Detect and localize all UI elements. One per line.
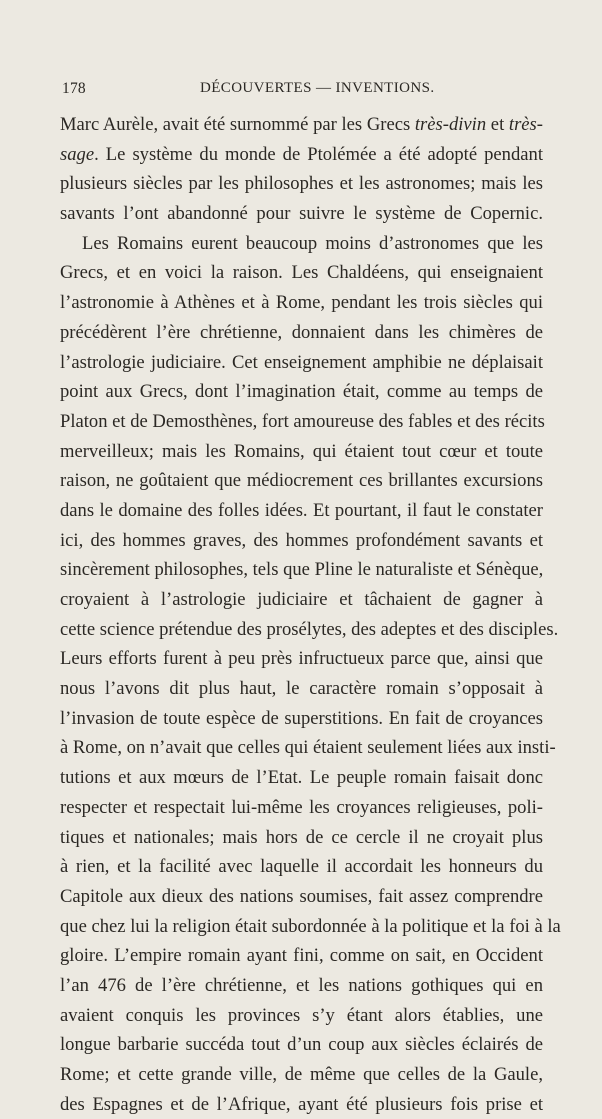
text-line — [60, 140, 543, 170]
text-line — [60, 1060, 543, 1090]
line-text: ici, des hommes graves, des hommes profondément savants et — [60, 529, 543, 551]
text-line — [60, 348, 543, 378]
line-text: dans le domaine des folles idées. Et pourtant, il faut le constater — [60, 499, 543, 521]
line-text: sincèrement philosophes, tels que Pline le naturaliste et Sénèque, — [60, 559, 544, 581]
line-text: des Espagnes et de l’Afrique, ayant été plusieurs fois prise et — [60, 1093, 543, 1115]
text-line — [60, 1090, 543, 1119]
text-line — [60, 704, 543, 734]
text-line — [60, 1030, 543, 1060]
text-line — [60, 437, 543, 467]
text-line — [60, 882, 543, 912]
line-text: Leurs efforts furent à peu près infructueux parce que, ainsi que — [60, 648, 543, 670]
line-text: Rome; et cette grande ville, de même que celles de la Gaule, — [60, 1064, 543, 1085]
line-text: plusieurs siècles par les philosophes et les astronomes; mais les — [60, 173, 543, 195]
line-text: nous l’avons dit plus haut, le caractère romain s’opposait à — [60, 678, 543, 700]
line-text: gloire. L’empire romain ayant fini, comme on sait, en Occident — [60, 945, 543, 967]
text-line — [60, 258, 543, 288]
italic-text: sage — [60, 143, 95, 165]
text-line — [60, 229, 543, 259]
text-line — [60, 615, 559, 645]
text-line — [60, 733, 556, 763]
line-text: l’astronomie à Athènes et à Rome, pendant les trois siècles qui — [60, 292, 543, 314]
text-line — [60, 110, 543, 140]
line-text: l’an 476 de l’ère chrétienne, et les nations gothiques qui en — [60, 974, 543, 996]
text-line — [60, 585, 543, 615]
running-title: DÉCOUVERTES — INVENTIONS. — [200, 80, 435, 96]
text-line — [60, 763, 543, 793]
text-line — [60, 912, 561, 942]
line-text: raison, ne goûtaient que médiocrement ces brillantes excursions — [60, 470, 543, 492]
line-text: tutions et aux mœurs de l’Etat. Le peuple romain faisait donc — [60, 767, 543, 789]
text-line — [60, 941, 543, 971]
line-text: à rien, et la facilité avec laquelle il accordait les honneurs du — [60, 856, 543, 878]
line-text: croyaient à l’astrologie judiciaire et tâchaient de gagner à — [60, 589, 543, 610]
line-text: tiques et nationales; mais hors de ce cercle il ne croyait plus — [60, 826, 543, 848]
line-text: et — [486, 114, 509, 135]
text-line — [60, 288, 543, 318]
line-text: cette science prétendue des prosélytes, des adeptes et des disciples. — [60, 618, 559, 640]
line-text: longue barbarie succéda tout d’un coup aux siècles éclairés de — [60, 1034, 543, 1056]
line-text: . Le système du monde de Ptolémée a été adopté pendant — [94, 143, 543, 165]
page-header — [62, 80, 542, 102]
italic-text: très- — [508, 114, 543, 135]
text-line — [60, 199, 543, 229]
text-line — [60, 407, 543, 437]
text-line — [60, 1001, 543, 1031]
line-text: Capitole aux dieux des nations soumises, fait assez comprendre — [60, 885, 543, 907]
line-text: que chez lui la religion était subordonnée à la politique et la foi à la — [60, 915, 561, 937]
text-line — [60, 852, 543, 882]
line-text: Grecs, et en voici la raison. Les Chaldéens, qui enseignaient — [60, 262, 543, 284]
line-text: respecter et respectait lui-même les croyances religieuses, poli- — [60, 796, 543, 818]
line-text: l’astrologie judiciaire. Cet enseignement amphibie ne déplaisait — [60, 351, 543, 373]
text-line — [60, 318, 543, 348]
text-line — [60, 674, 543, 704]
line-text: point aux Grecs, dont l’imagination était, comme au temps de — [60, 381, 543, 403]
line-text: savants l’ont abandonné pour suivre le système de Copernic. — [60, 203, 543, 225]
line-text: Marc Aurèle, avait été surnommé par les Grecs — [60, 114, 415, 135]
text-line — [60, 823, 543, 853]
text-line — [60, 466, 543, 496]
line-text: Les Romains eurent beaucoup moins d’astronomes que les — [82, 232, 543, 254]
line-text: précédèrent l’ère chrétienne, donnaient dans les chimères de — [60, 321, 543, 343]
text-line — [60, 644, 543, 674]
line-text: l’invasion de toute espèce de superstitions. En fait de croyances — [60, 707, 543, 729]
body-text — [60, 110, 561, 1119]
line-text: avaient conquis les provinces s’y étant alors établies, une — [60, 1004, 543, 1026]
page-number: 178 — [62, 80, 86, 97]
line-text: Platon et de Demosthènes, fort amoureuse des fables et des récits — [60, 410, 545, 432]
text-line — [60, 526, 543, 556]
line-text: merveilleux; mais les Romains, qui étaient tout cœur et toute — [60, 440, 543, 462]
line-text: à Rome, on n’avait que celles qui étaient seulement liées aux insti- — [60, 737, 556, 759]
text-line — [60, 555, 543, 585]
italic-text: très-divin — [414, 114, 487, 135]
text-line — [60, 496, 543, 526]
text-line — [60, 169, 543, 199]
text-line — [60, 377, 543, 407]
text-line — [60, 971, 543, 1001]
text-line — [60, 793, 543, 823]
